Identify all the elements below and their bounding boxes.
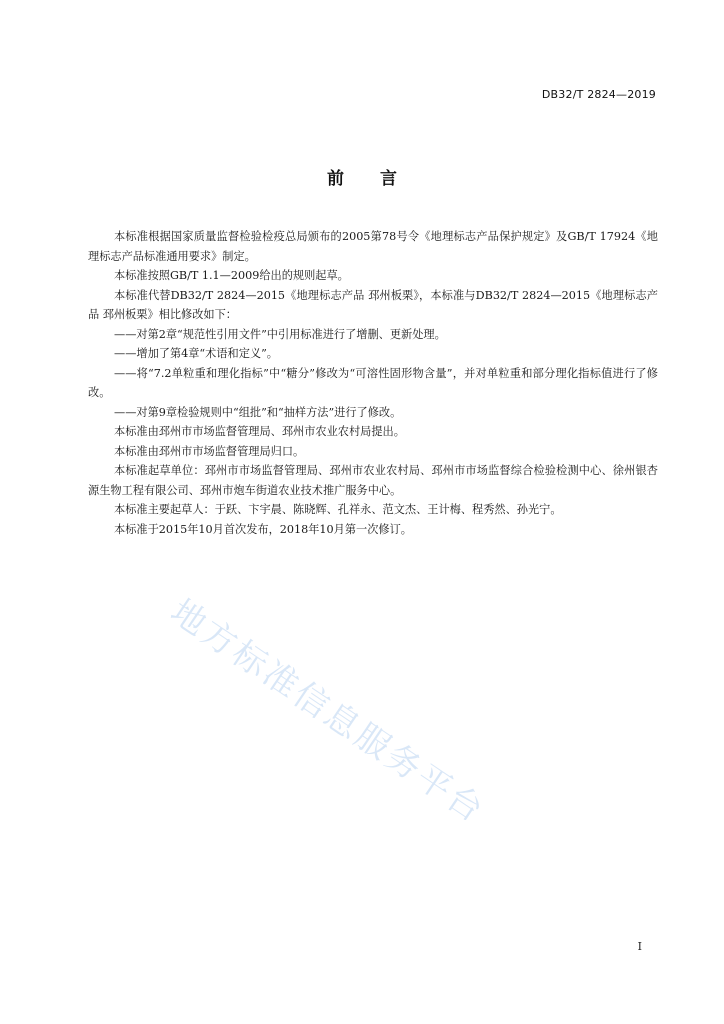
paragraph-drafters: 本标准主要起草人：于跃、卞宇晨、陈晓辉、孔祥永、范文杰、王计梅、程秀然、孙光宁。 (114, 503, 562, 516)
paragraph-drafting-rules: 本标准按照GB/T 1.1—2009给出的规则起草。 (114, 269, 349, 282)
change-item-terms: ——增加了第4章“术语和定义”。 (114, 347, 278, 360)
paragraph-replacement: 本标准代替DB32/T 2824—2015《地理标志产品 邳州板栗》，本标准与DB32/T 2824—2015《地理标志产品 邳州板栗》相比修改如下： (88, 288, 658, 321)
change-item-indicators: ——将“7.2单粒重和理化指标”中“糖分”修改为“可溶性固形物含量”，并对单粒重和部分理化指标值进行了修改。 (88, 366, 658, 399)
paragraph-proposer: 本标准由邳州市市场监督管理局、邳州市农业农村局提出。 (114, 425, 405, 438)
paragraph-basis: 本标准根据国家质量监督检验检疫总局颁布的2005第78号令《地理标志产品保护规定》及GB/T 17924《地理标志产品标准通用要求》制定。 (88, 230, 658, 263)
paragraph-administrator: 本标准由邳州市市场监督管理局归口。 (114, 444, 305, 458)
page-number: I (637, 940, 642, 953)
change-item-references: ——对第2章“规范性引用文件”中引用标准进行了增删、更新处理。 (114, 327, 446, 341)
watermark: 地方标准信息服务平台 (163, 591, 493, 832)
foreword-body (88, 227, 658, 539)
page-title: 前言 (327, 169, 433, 189)
paragraph-drafting-units: 本标准起草单位：邳州市市场监督管理局、邳州市农业农村局、邳州市市场监督综合检验检测中心、徐州银杏源生物工程有限公司、邳州市炮车街道农业技术推广服务中心。 (88, 464, 658, 497)
document-code: DB32/T 2824—2019 (541, 88, 656, 101)
paragraph-release-history: 本标准于2015年10月首次发布，2018年10月第一次修订。 (114, 522, 412, 536)
change-item-inspection: ——对第9章检验规则中“组批”和“抽样方法”进行了修改。 (114, 405, 402, 419)
